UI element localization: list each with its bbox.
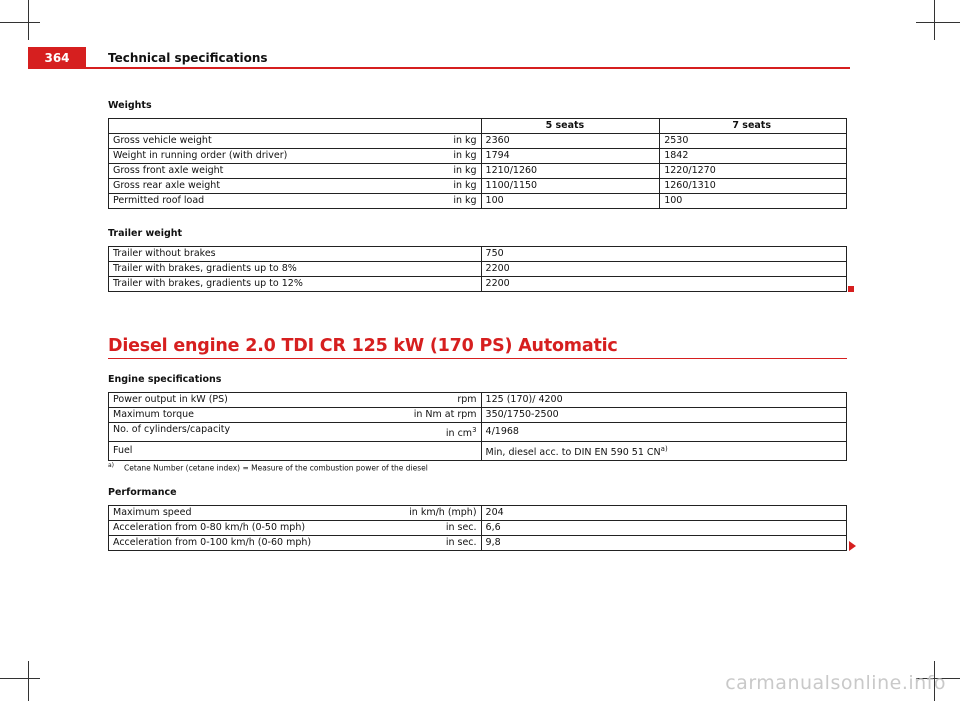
row-value: Min, diesel acc. to DIN EN 590 51 CN — [485, 447, 661, 459]
table-row — [109, 247, 847, 262]
table-row — [109, 393, 847, 408]
section-heading: Diesel engine 2.0 TDI CR 125 kW (170 PS) Automatic — [108, 336, 618, 356]
table-row — [109, 408, 847, 423]
footnote-ref: a) — [660, 445, 668, 454]
crop-mark — [28, 0, 29, 40]
red-square-icon — [848, 286, 854, 292]
row-unit: in kg — [453, 135, 477, 146]
table-row — [109, 442, 847, 461]
trailer-table — [108, 246, 847, 292]
footnote-marker: a) — [108, 462, 115, 469]
cell-7-seats: 100 — [660, 194, 847, 209]
row-label: Maximum torque — [113, 409, 195, 420]
row-unit: in Nm at rpm — [413, 409, 477, 420]
cell-5-seats: 1100/1150 — [481, 179, 660, 194]
table-header-row — [109, 119, 847, 134]
row-unit: in kg — [453, 195, 477, 206]
crop-mark — [0, 22, 40, 23]
cell-7-seats: 1260/1310 — [660, 179, 847, 194]
row-value: 2200 — [481, 277, 846, 292]
col-header-7-seats: 7 seats — [660, 119, 847, 134]
row-label: Permitted roof load — [113, 195, 205, 206]
row-unit: rpm — [457, 394, 477, 405]
page-number: 364 — [28, 47, 86, 69]
row-label: Gross vehicle weight — [113, 135, 212, 146]
crop-mark — [934, 0, 935, 40]
cell-5-seats: 1794 — [481, 149, 660, 164]
row-label: Trailer with brakes, gradients up to 12% — [109, 277, 482, 292]
weights-table — [108, 118, 847, 209]
row-value: 350/1750-2500 — [481, 408, 846, 423]
table-row — [109, 164, 847, 179]
crop-mark — [0, 678, 40, 679]
row-unit: in km/h (mph) — [409, 507, 477, 518]
footnote-text: Cetane Number (cetane index) = Measure of the combustion power of the diesel — [124, 463, 428, 473]
cell-5-seats: 100 — [481, 194, 660, 209]
row-value: 4/1968 — [481, 423, 846, 442]
watermark: carmanualsonline.info — [725, 672, 946, 694]
row-unit: in sec. — [445, 537, 477, 548]
col-header-5-seats: 5 seats — [481, 119, 660, 134]
table-row — [109, 262, 847, 277]
table-row — [109, 423, 847, 442]
table-row — [109, 134, 847, 149]
row-value: 204 — [481, 506, 846, 521]
cell-7-seats: 1220/1270 — [660, 164, 847, 179]
row-unit: in kg — [453, 150, 477, 161]
row-value: 2200 — [481, 262, 846, 277]
table-row — [109, 521, 847, 536]
row-label: No. of cylinders/capacity — [113, 424, 231, 435]
red-triangle-right-icon — [849, 541, 856, 551]
table-row — [109, 536, 847, 551]
cell-7-seats: 2530 — [660, 134, 847, 149]
table-row — [109, 277, 847, 292]
row-label: Trailer without brakes — [109, 247, 482, 262]
trailer-label: Trailer weight — [108, 228, 183, 239]
page-header-title: Technical specifications — [108, 51, 268, 65]
cell-5-seats: 2360 — [481, 134, 660, 149]
row-value: 6,6 — [481, 521, 846, 536]
row-label: Acceleration from 0-100 km/h (0-60 mph) — [113, 537, 312, 548]
crop-mark — [916, 22, 960, 23]
table-row — [109, 194, 847, 209]
footnote — [108, 462, 428, 473]
row-unit: in sec. — [445, 522, 477, 533]
section-rule — [108, 358, 847, 359]
table-row — [109, 179, 847, 194]
table-row — [109, 506, 847, 521]
row-label: Gross front axle weight — [113, 165, 224, 176]
engine-table — [108, 392, 847, 461]
unit-superscript: 3 — [472, 426, 477, 434]
cell-7-seats: 1842 — [660, 149, 847, 164]
row-label: Power output in kW (PS) — [113, 394, 228, 405]
weights-label: Weights — [108, 100, 152, 111]
row-value: 9,8 — [481, 536, 846, 551]
row-unit: in kg — [453, 165, 477, 176]
header-rule — [86, 67, 850, 69]
row-label: Fuel — [113, 445, 133, 457]
engine-label: Engine specifications — [108, 374, 222, 385]
row-unit: in cm — [445, 428, 473, 440]
row-label: Acceleration from 0-80 km/h (0-50 mph) — [113, 522, 306, 533]
performance-label: Performance — [108, 487, 177, 498]
table-row — [109, 149, 847, 164]
row-label: Weight in running order (with driver) — [113, 150, 288, 161]
cell-5-seats: 1210/1260 — [481, 164, 660, 179]
row-label: Trailer with brakes, gradients up to 8% — [109, 262, 482, 277]
performance-table — [108, 505, 847, 551]
row-label: Maximum speed — [113, 507, 192, 518]
crop-mark — [28, 661, 29, 701]
row-label: Gross rear axle weight — [113, 180, 221, 191]
row-unit: in kg — [453, 180, 477, 191]
row-value: 125 (170)/ 4200 — [481, 393, 846, 408]
row-value: 750 — [481, 247, 846, 262]
